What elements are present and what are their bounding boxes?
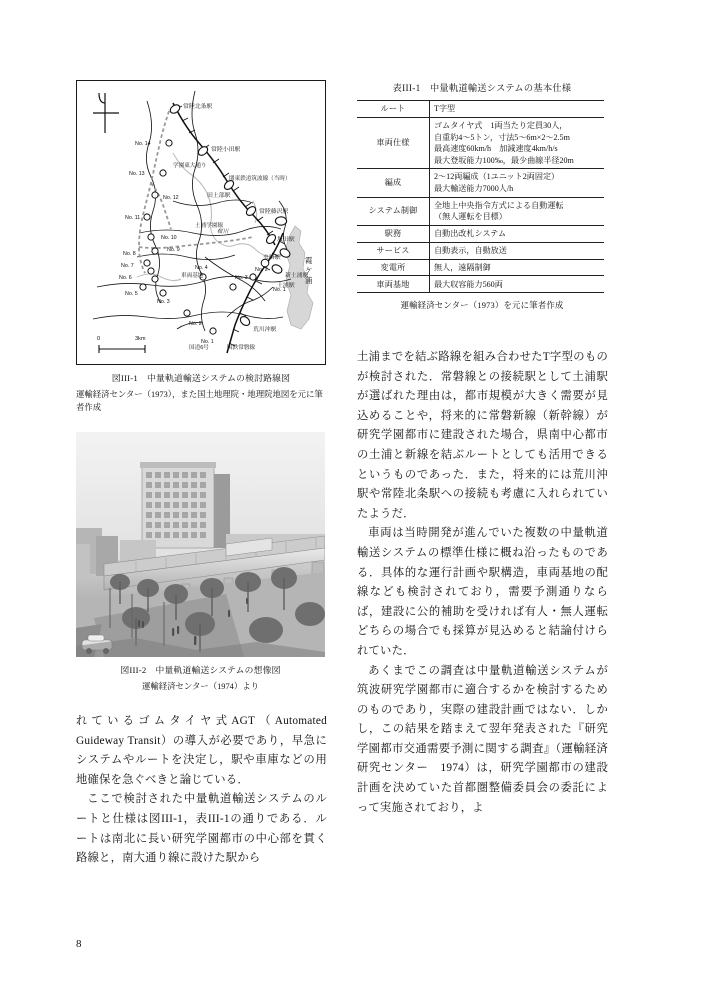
paragraph-right-3: あくまでこの調査は中量軌道輸送システムが筑波研究学園都市に適合するかを検討するためのものであり，実際の建設計画ではない．しかし，この結果を踏まえて翌年発表された『研究学園都市交通需要予測に関する調査』（運輸経済研究センター 1974）は，研究学園都市の建設計画を決めていた首都圏整備委員会の委託によって実施されており，よ [357,664,608,814]
figure-concept-photo [76,432,325,657]
table-cell-value [430,169,605,197]
value-line: T字型 [434,104,456,114]
lake-label [305,256,313,285]
value-line: ゴムタイヤ式 1両当たり定員30人， [434,121,568,131]
value-line: 自重約4〜5トン，寸法5〜6m×2〜2.5m [434,132,570,142]
table-cell-value [430,197,605,225]
figure1-title: 図III-1 中量軌道輸送システムの検討路線図 [111,373,291,383]
table-cell-key: 変電所 [357,259,430,276]
table-cell-value [430,259,605,276]
value-line: 最大輸送能力7000人/h [434,183,514,193]
table-row [357,197,604,225]
table-cell-value [430,117,605,168]
svg-text:常陸藤沢駅: 常陸藤沢駅 [259,209,289,215]
value-line: 全地上中央指令方式による自動運転 [434,200,564,210]
table-row [357,117,604,168]
svg-text:土浦学園線: 土浦学園線 [195,223,223,229]
svg-text:荒川沖駅: 荒川沖駅 [253,327,277,333]
svg-text:No. 11: No. 11 [125,215,141,221]
svg-text:学園東大通り: 学園東大通り [173,163,207,169]
table-cell-value [430,101,605,118]
svg-text:No. 12: No. 12 [163,195,179,201]
right-column [357,80,607,311]
svg-text:No. 10: No. 10 [161,235,177,241]
figure-route-map [76,80,326,365]
svg-text:車両基地: 車両基地 [181,273,204,279]
paragraph-right-2: 車両は当時開発が進んでいた複数の中量軌道輸送システムの標準仕様に概ね沿ったものである．具体的な運行計画や駅構造，車両基地の配線なども検討されており，需要予測通りならば，建設に公的補助を受ければ有人・無人運転どちらの場合でも採算が見込めると結論付けられていた． [357,527,608,657]
table-title: 表III-1 中量軌道輸送システムの基本仕様 [392,83,572,93]
table-cell-key: 駅務 [357,225,430,242]
figure-concept-photo-block [76,432,325,693]
svg-text:No. 1: No. 1 [201,339,214,345]
paragraph-right-1: 土浦までを結ぶ路線を組み合わせたT字型のものが検討された．常磐線との接続駅として土浦駅が選ばれた理由は，都市規模が大きく需要が見込めることや，将来的に常磐新線（新幹線）が研究学園都市に建設された場合，県南中心都市の土浦と新線を結ぶルートとしても活用できるというものであった．また，将来的には荒川沖駅や常陸北条駅への接続も考慮に入れられていたようだ． [357,351,608,520]
left-column-body-text [76,712,327,869]
svg-text:国鉄常磐線: 国鉄常磐線 [227,345,255,351]
table-cell-key: 編成 [357,169,430,197]
svg-text:No. 4: No. 4 [195,265,208,271]
svg-text:No. 14: No. 14 [135,141,151,147]
value-line: 自動出改札システム [434,229,507,239]
table-row [357,276,604,293]
table-cell-key: 車両仕様 [357,117,430,168]
svg-text:No. 9: No. 9 [167,247,180,253]
svg-text:No. 6: No. 6 [119,275,132,281]
table-row [357,101,604,118]
svg-text:No. 3: No. 3 [235,275,248,281]
scale-start-label: 0 [97,336,101,342]
svg-text:桜川: 桜川 [217,229,229,235]
svg-text:土浦駅: 土浦駅 [277,283,295,289]
right-column-body-text [357,348,608,818]
svg-text:No. 1: No. 1 [273,287,286,293]
scale-end-label: 3km [135,336,146,342]
svg-text:国道6号: 国道6号 [189,345,209,351]
svg-text:No. 7: No. 7 [121,263,134,269]
value-line: （無人運転を目標） [434,212,507,222]
highrise-building [140,462,230,548]
table-cell-value [430,276,605,293]
table-cell-key: システム制御 [357,197,430,225]
paragraph-left-2: ここで検討された中量軌道輸送システムのルートと仕様は図III-1，表III-1の通りである．ルートは南北に長い研究学園都市の中心部を貫く路線と，南大通り線に設けた駅から [76,793,327,865]
svg-text:No. 2: No. 2 [189,321,202,327]
table-cell-value [430,225,605,242]
svg-text:新土浦駅: 新土浦駅 [285,273,309,279]
svg-text:No. 2: No. 2 [255,267,268,273]
table-cell-value [430,242,605,259]
svg-text:虫掛駅: 虫掛駅 [263,255,281,261]
svg-text:No. 3: No. 3 [157,299,170,305]
svg-text:No. 13: No. 13 [129,171,145,177]
table-cell-key: ルート [357,101,430,118]
table-row [357,242,604,259]
table-row [357,169,604,197]
figure2-caption [76,664,325,693]
svg-text:No. 8: No. 8 [123,251,136,257]
left-column [76,80,326,415]
figure1-source: 運輸経済センター（1973），また国土地理院・地理院地図を元に筆者作成 [76,389,323,413]
svg-text:田土部駅: 田土部駅 [207,193,231,199]
spec-table-body [357,101,604,293]
svg-text:浦: 浦 [305,276,313,285]
value-line: 最大登坂能力100‰，最少曲線半径20m [434,155,574,165]
table-row [357,259,604,276]
svg-text:関東鉄道筑波線（当時）: 関東鉄道筑波線（当時） [229,176,291,182]
table-row [357,225,604,242]
table-cell-key: 車両基地 [357,276,430,293]
value-line: 2〜12両編成（1ユニット2両固定） [434,172,560,182]
table-cell-key: サービス [357,242,430,259]
paragraph-left-1: れているゴムタイヤ式AGT（Automated Guideway Transit）の導入が必要であり，早急にシステムやルートを決定し，駅や車庫などの用地確保を急ぐべきと論じている． [76,715,327,786]
value-line: 無人，遠隔制御 [434,262,491,272]
figure2-title: 図III-2 中量軌道輸送システムの想像図 [120,665,281,675]
svg-text:霞: 霞 [305,256,313,265]
table-source: 運輸経済センター（1973）を元に筆者作成 [400,301,564,311]
figure2-source: 運輸経済センター（1974）より [142,681,259,691]
value-line: 自動表示，自動放送 [434,245,507,255]
svg-text:常陸小田駅: 常陸小田駅 [211,147,241,153]
svg-text:No. 5: No. 5 [125,291,138,297]
page-number: 8 [76,938,82,950]
svg-text:坂田駅: 坂田駅 [277,237,295,243]
value-line: 最高速度60km/h 加減速度4km/h/s [434,144,558,154]
figure1-caption [76,372,326,415]
svg-text:ケ: ケ [305,266,313,275]
spec-table [357,100,604,293]
svg-text:常陸北条駅: 常陸北条駅 [183,104,213,110]
value-line: 最大収容能力560両 [434,279,503,289]
